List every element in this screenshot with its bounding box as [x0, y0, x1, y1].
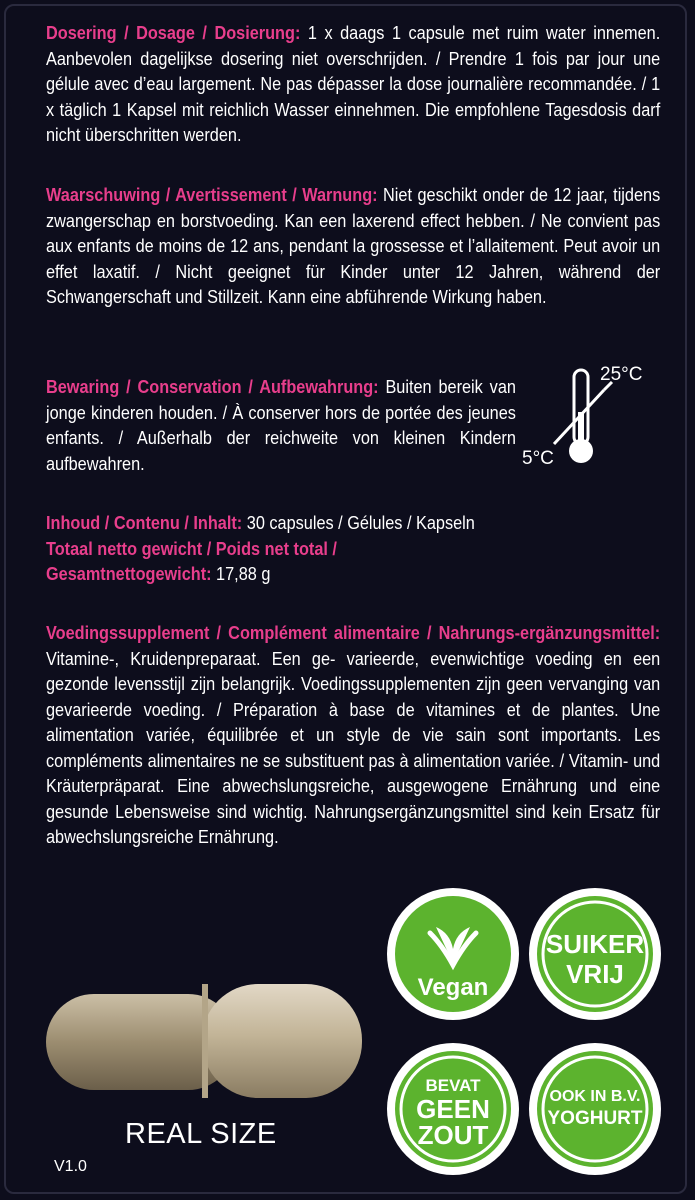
sugar-free-text-1: SUIKER [545, 929, 645, 959]
version-label: V1.0 [54, 1158, 87, 1175]
sugar-free-text-2: VRIJ [566, 959, 624, 989]
no-salt-badge [384, 1040, 522, 1183]
no-salt-text-3: ZOUT [417, 1120, 489, 1150]
yoghurt-text-1: OOK IN B.V. [549, 1088, 641, 1105]
sugar-free-badge [526, 885, 664, 1028]
contents-section [46, 510, 660, 587]
no-salt-text-2: GEEN [416, 1094, 490, 1124]
dosage-text: 1 x daags 1 capsule met ruim water innemen. Aanbevolen dagelijkse dosering niet overschrijden. / Prendre 1 fois par jour une gélule avec d’eau largement. Ne pas dépasser la dose journalière recommandée. / 1 x täglich 1 Kapsel mit reichlich Wasser einnehmen. Die empfohlene Tagesdosis darf nicht überschritten werden. [46, 22, 661, 145]
storage-heading: Bewaring / Conservation / Aufbewahrung: [46, 376, 379, 397]
thermometer-icon [518, 362, 658, 472]
supplement-text: Vitamine-, Kruidenpreparaat. Een ge- varieerde, evenwichtige voeding en een gezonde levensstijl zijn belangrijk. Voedingssupplementen zijn geen vervanging van gevarieerde voeding. / Préparation à base de vitamines et de plantes. Une alimentation variée, équilibrée et un style de vie sain sont importants. Les compléments alimentaires ne se substituent pas à alimentation variée. / Vitamin- und Kräuterpräparat. Eine abwechslungsreiche, ausgewogene Ernährung und eine gesunde Lebensweise sind wichtig. Nahrungsergänzungsmittel sind kein Ersatz für abwechslungsreiche Ernährung. [46, 647, 661, 847]
yoghurt-badge [526, 1040, 664, 1183]
capsule-image [44, 978, 364, 1104]
yoghurt-text-2: YOGHURT [547, 1108, 643, 1129]
temp-min-label: 5°C [522, 448, 554, 469]
storage-text: Buiten bereik van jonge kinderen houden. / À conserver hors de portée des jeunes enfants. / Außerhalb der reichweite von kleinen Kindern aufbewahren. [46, 376, 516, 474]
dosage-heading: Dosering / Dosage / Dosierung: [46, 22, 301, 43]
vegan-badge [384, 885, 522, 1028]
warning-section [46, 182, 660, 310]
real-size-label: REAL SIZE [125, 1118, 277, 1150]
supplement-section [46, 620, 660, 850]
contents-text: 30 capsules / Gélules / Kapseln [242, 512, 475, 533]
dosage-section [46, 20, 660, 148]
weight-heading: Totaal netto gewicht / Poids net total / Gesamtnettogewicht: [46, 537, 337, 584]
warning-text: Niet geschikt onder de 12 jaar, tijdens zwangerschap en borstvoeding. Kan een laxerend effect hebben. / Ne convient pas aux enfants de moins de 12 ans, pendant la grossesse et l’allaitement. Peut avoir un effet laxatif. / Nicht geeignet für Kinder unter 12 Jahren, während der Schwangerschaft und Stillzeit. Kann eine abführende Wirkung haben. [46, 184, 661, 307]
temp-max-label: 25°C [600, 364, 643, 385]
storage-section [46, 374, 516, 476]
warning-heading: Waarschuwing / Avertissement / Warnung: [46, 184, 378, 205]
weight-value: 17,88 g [211, 563, 271, 584]
supplement-heading: Voedingssupplement / Complément alimentaire / Nahrungs-ergänzungsmittel: [46, 622, 661, 643]
no-salt-text-1: BEVAT [425, 1076, 481, 1095]
vegan-text: Vegan [417, 974, 489, 1001]
contents-heading: Inhoud / Contenu / Inhalt: [46, 512, 243, 533]
